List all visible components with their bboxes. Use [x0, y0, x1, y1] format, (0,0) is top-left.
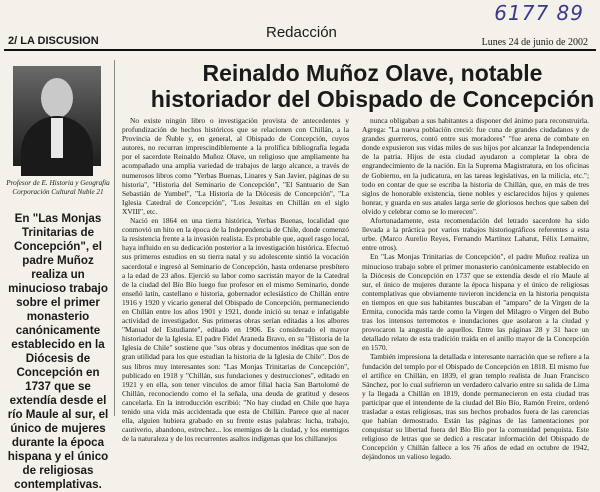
- author-photo: [13, 66, 101, 166]
- body-paragraph: Afortunadamente, esta recomendación del letrado sacerdote ha sido llevada a la práctica por varios trabajos historiográficos referentes a esta urbe. (Marco Aurelio Reyes, Fernando Martínez Lahatut, Félix Lemaitre, entre otros).: [362, 216, 589, 253]
- column-divider: [114, 60, 115, 416]
- handwritten-archive-number: 6177 89: [494, 1, 584, 25]
- body-paragraph: nunca obligaban a sus habitantes a disponer del ánimo para reconstruirla. Agrega: "La nueva población creció: fue cuna de grandes ciudadanos y de grandes guerreros, contó entre sus moradores" "fue arena de combate en donde expusieron sus vidas miles de sus hijos por alcanzar la Independencia de la patria. Hijos de esta ciudad ayudaron a completar la obra de engrandecimiento de la nación. En la Suprema Magistratura, en los oficinas de Gobierno, en la judicatura, en las tareas legislativas, en la milicia, etc."; todo en contar de que se escriba la historia de Chillán, que, en más de tres siglos de honorable existencia, tiene nobles y esclarecidos hijos y quienes honrar, y guarda en sus anales larga serie de gloriosos hechos que saben del olvido y celebrar como se lo merecen".: [362, 116, 589, 216]
- caption-role: Profesor de E. Historia y Geografía Corporación Cultural Nuble 21: [6, 179, 110, 196]
- body-column-2: [362, 116, 589, 462]
- body-paragraph: Nació en 1864 en una tierra histórica, Yerbas Buenas, localidad que conmovió un hito en la época de la Independencia de Chile, donde comenzó la resistencia frente a la invasión realista. Es probable que, aquel rasgo local, haya influido en su dedicación posterior a la investigación histórica. Efectuó sus primeros estudios en su tierra natal y su adolescente sintió la vocación sacerdotal e ingresó al Seminario de Concepción, hasta ordenarse presbítero a la edad de 23 años. Ejerció su labor como sacristán mayor de la Catedral de la ciudad del Bío Bío luego fue profesor en el mismo Seminario, donde enseñó latín, castellano e historia, gobernador eclesiástico de Chillán entre 1916 y 1920 y vicario general del Obispado de Concepción, permaneciendo en Chillán entre los años 1901 y 1921, donde inició su tenaz e infatigable actividad de investigador. Sus primeras obras serían editadas a los albores "Manual del Estudiante", editado en 1906. Es considerado el mayor historiador de la Iglesia. El padre Fidel Araneda Bravo, en su "Historia de la Iglesia de Chile" sostiene que "sus obras y documentos inéditas que son de gran utilidad para los que estudian la historia de la Iglesia de Chile". Dos de sus libros muy interesantes son: "Las Monjas Trinitarias de Concepción", publicado en 1918 y "Chillán, sus fundaciones y destrucciones", editado en 1921 y en ella, son tener vínculos de amor filial hacia San Bartolomé de Chillán, reconociendo como el la señala, una deuda de gratitud y deseos cancelarla. En la introducción escribió: "No hay ciudad en Chile que haya tenido una vida más accidentada que esta de Chillán. Parece que al nacer ella, alguien hubiera grabado en su frente estas palabras: lucha, trabajo, cautiverio, abandono, estrechez... los enemigos de la ciudad, y los enemigos de la naturaleza y de los recurrentes asaltos indígenas que los chillanejos: [122, 216, 349, 444]
- body-paragraph: También impresiona la detallada e interesante narración que se refiere a la fundación del templo por el Obispado de Concepción en 1818. El mismo fue el artífice en Chillán, en 1839, el gran templo realista de Juan Francisco Sánchez, por lo cual sufrieron un verdadero calvario entre su salida de Lima y la llegada a Chillán en 1819, donde permanecieron en esta ciudad tras participar que el intendente de la ciudad del Bío Bío, Ramón Freire, ordenó trasladar a estas religiosas, tras sus hechos probados fuera de las carencias que habían demostrado. Están las páginas de las lamentaciones por conquistar su libertad fuera del Bío Bío por la comunidad penquista. Este religioso de letras que se dedicó a rescatar información del Obispado de Concepción y Chillán fallece a los 76 años de edad en octubre de 1942, dejándonos un valioso legado.: [362, 352, 589, 462]
- body-paragraph: No existe ningún libro o investigación provista de antecedentes y profundización de hechos históricos que se relacionen con Chillán, a la Provincia de Ñuble y, en general, al Obispado de Concepción, cuyos autores, no recurran imprescindiblemente a la prolífica bibliografía legada por el sacerdote Reinaldo Muñoz Olave, un religioso que ampliamente ha acompañado una amplia variedad de trabajos de largo alcance, a través de numerosos libros como "Yerbas Buenas, Linares y San Javier, páginas de su historia", "Historia del Seminario de Concepción", "El Santuario de San Sebastián de Yumbel", "La Historia de la Diócesis de Concepción", "La Iglesia Catedral de Concepción", "Los Jesuitas en Chillán en el siglo XVIII", etc.: [122, 116, 349, 216]
- body-column-1: [122, 116, 349, 444]
- body-paragraph: En "Las Monjas Trinitarias de Concepción", el padre Muñoz realiza un minucioso trabajo sobre el primer monasterio canónicamente establecido en la Diócesis de Concepción en 1737 que se extendía desde el río Maule al sur, el único de mujeres durante la época hispana y el único de religiosas contemplativas que obviamente tuvieron incidencia en la historia penquista en tiempos en que sus habitantes buscaban el "amparo" de la Virgen de la Ermita, conocida más tarde como la Virgen del Milagro o Virgen del Bubo tras los intensos terremotos e inundaciones que asolaron a la ciudad y provocaron la angustia de aquellos. Entre las páginas 28 y 31 hace un detallado relato de esta tradición traída en el anillo mayor de la Concepción en 1570.: [362, 252, 589, 353]
- header-rule: [4, 49, 596, 51]
- section-heading: Redacción: [266, 24, 337, 41]
- article-headline: Reinaldo Muñoz Olave, notable historiador del Obispado de Concepción: [150, 60, 595, 112]
- pull-quote: En "Las Monjas Trinitarias de Concepción", el padre Muñoz realiza un minucioso trabajo sobre el primer monasterio canónicamente establecido en la Diócesis de Concepción en 1737 que se extendía desde el río Maule al sur, el único de mujeres durante la época hispana y el único de religiosas contemplativas.: [7, 212, 109, 491]
- publication-date: Lunes 24 de junio de 2002: [481, 37, 588, 48]
- photo-caption: [4, 170, 112, 197]
- section-label: 2/ LA DISCUSION: [8, 35, 99, 47]
- caption-name: Marcial Pedrero Leal: [26, 170, 90, 178]
